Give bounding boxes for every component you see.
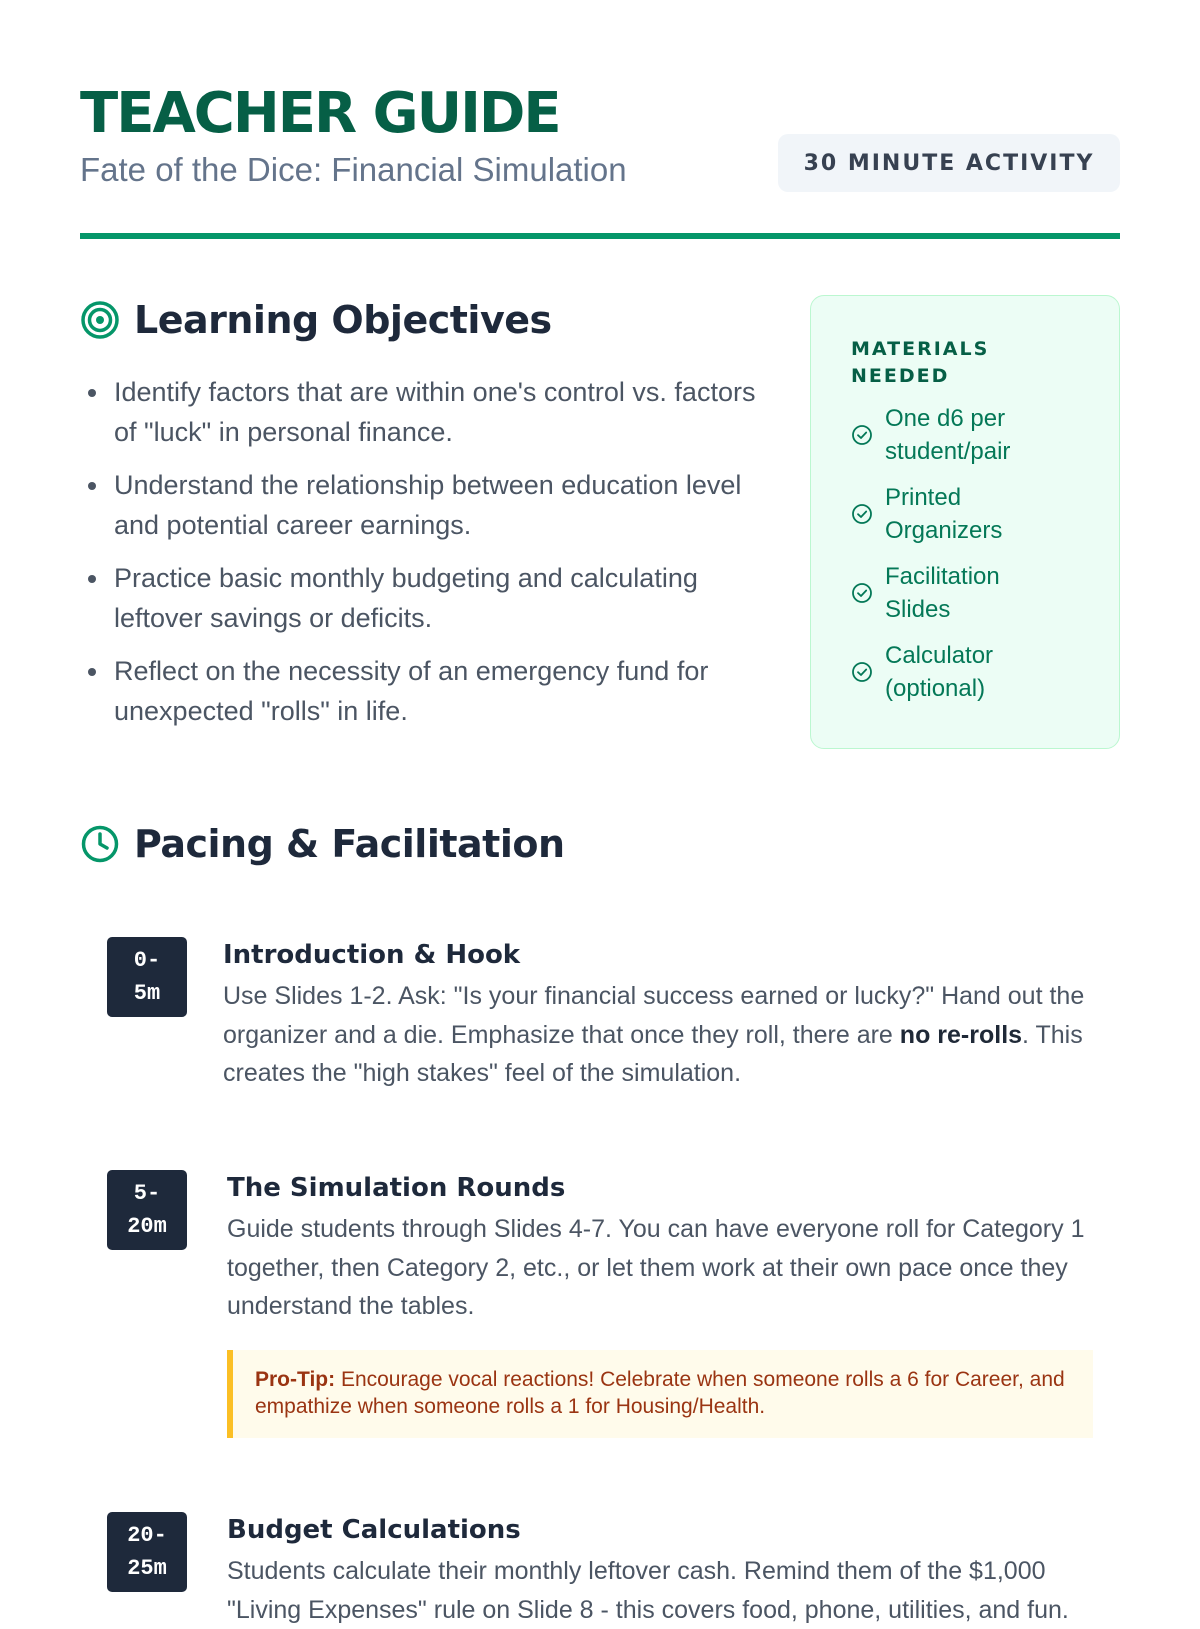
step-description: Use Slides 1-2. Ask: "Is your financial success earned or lucky?" Hand out the organizer and a die. Emphasize that once they roll, there are no re-rolls. This creates the "high stakes" feel of the simulation. [223, 982, 1085, 1087]
material-label: Calculator (optional) [885, 642, 994, 702]
step-title: The Simulation Rounds [227, 1173, 566, 1203]
list-item: Identify factors that are within one's control vs. factors of "luck" in personal finance. [80, 372, 760, 452]
materials-title: MATERIALS NEEDED [851, 338, 990, 387]
header-divider [80, 233, 1120, 239]
check-circle-icon [851, 503, 873, 525]
check-circle-icon [851, 582, 873, 604]
material-item [851, 481, 1099, 547]
objectives-heading [80, 298, 552, 342]
materials-list [851, 402, 1099, 705]
step-body [223, 937, 1103, 1093]
step-body [227, 1512, 1107, 1629]
list-item: Understand the relationship between education level and potential career earnings. [80, 465, 760, 545]
step-description: Guide students through Slides 4-7. You can have everyone roll for Category 1 together, then Category 2, etc., or let them work at their own pace once they understand the tables. [227, 1215, 1085, 1320]
step-body [227, 1170, 1107, 1438]
objectives-list [80, 372, 760, 744]
list-item: Practice basic monthly budgeting and calculating leftover savings or deficits. [80, 558, 760, 638]
check-circle-icon [851, 661, 873, 683]
duration-badge: 30 MINUTE ACTIVITY [778, 134, 1120, 192]
time-chip: 20- 25m [107, 1512, 187, 1592]
check-circle-icon [851, 424, 873, 446]
page-title: TEACHER GUIDE [80, 81, 560, 146]
step-description: Students calculate their monthly leftover cash. Remind them of the $1,000 "Living Expenses" rule on Slide 8 - this covers food, phone, utilities, and fun. [227, 1557, 1069, 1624]
pacing-heading [80, 822, 565, 866]
material-label: One d6 per student/pair [885, 405, 1011, 465]
pro-tip-text: Encourage vocal reactions! Celebrate when someone rolls a 6 for Career, and empathize when someone rolls a 1 for Housing/Health. [255, 1367, 1065, 1418]
clock-icon [80, 824, 120, 864]
time-chip: 0- 5m [107, 937, 187, 1017]
step-title: Introduction & Hook [223, 940, 521, 970]
time-chip: 5- 20m [107, 1170, 187, 1250]
material-item [851, 560, 1099, 626]
objectives-title: Learning Objectives [134, 298, 552, 342]
emphasis-text: no re-rolls [899, 1020, 1023, 1049]
page-subtitle: Fate of the Dice: Financial Simulation [80, 151, 627, 188]
step-title: Budget Calculations [227, 1515, 521, 1545]
material-label: Facilitation Slides [885, 563, 1000, 623]
pro-tip-label: Pro-Tip: [255, 1367, 336, 1391]
material-label: Printed Organizers [885, 484, 1003, 544]
pro-tip-callout [227, 1350, 1093, 1438]
pacing-title: Pacing & Facilitation [134, 822, 565, 866]
material-item [851, 639, 1099, 705]
material-item [851, 402, 1099, 468]
target-icon [80, 300, 120, 340]
materials-card [810, 295, 1120, 749]
list-item: Reflect on the necessity of an emergency fund for unexpected "rolls" in life. [80, 651, 760, 731]
